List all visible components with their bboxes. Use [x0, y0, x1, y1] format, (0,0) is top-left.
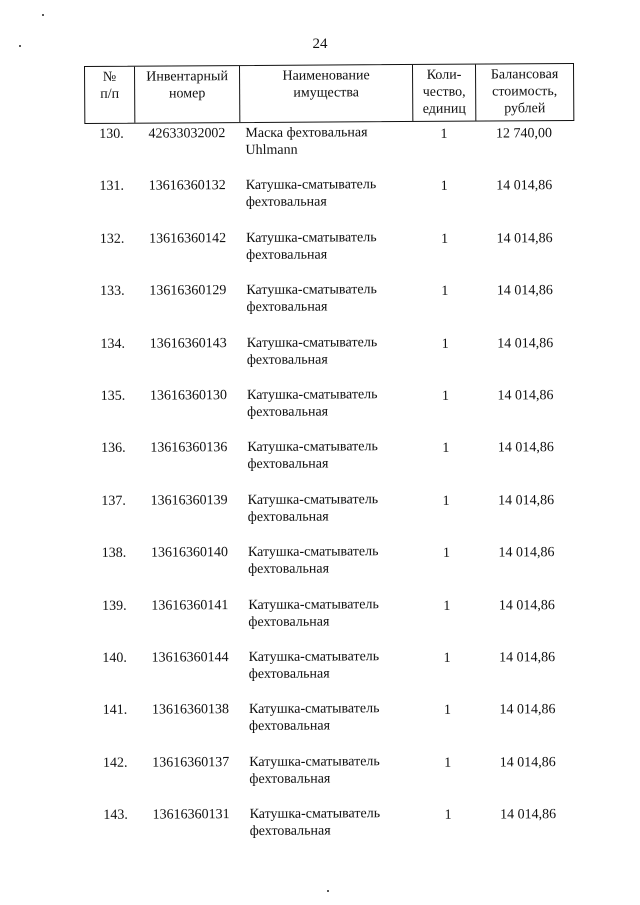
- inventory-number: 13616360136: [150, 440, 228, 456]
- inventory-number: 42633032002: [148, 126, 226, 142]
- item-name: Катушка-сматыватель фехтовальная: [247, 439, 378, 473]
- book-value: 14 014,86: [496, 178, 553, 194]
- row-number: 131.: [99, 179, 125, 195]
- inventory-table: [84, 63, 579, 859]
- table-row: [89, 804, 579, 859]
- inventory-number: 13616360140: [150, 545, 229, 561]
- row-number: 130.: [99, 126, 124, 142]
- table-row: [87, 542, 577, 597]
- table-row: [86, 437, 576, 492]
- row-number: 139.: [102, 598, 127, 614]
- item-name: Катушка-сматыватель фехтовальная: [249, 806, 381, 840]
- row-number: 132.: [99, 231, 125, 247]
- table-row: [87, 595, 577, 650]
- inventory-number: 13616360137: [152, 754, 230, 771]
- inventory-number: 13616360131: [152, 807, 230, 823]
- table-row: [86, 385, 576, 440]
- inventory-number: 13616360142: [149, 230, 227, 247]
- book-value: 14 014,86: [498, 545, 555, 561]
- table-row: [87, 490, 577, 545]
- quantity: 1: [441, 283, 449, 299]
- item-name: Катушка-сматыватель фехтовальная: [248, 596, 379, 630]
- table-row: [88, 752, 578, 807]
- inventory-number: 13616360141: [151, 597, 229, 614]
- item-name: Катушка-сматыватель фехтовальная: [248, 701, 380, 735]
- row-number: 141.: [102, 703, 128, 719]
- quantity: 1: [444, 755, 452, 771]
- item-name: Катушка-сматыватель фехтовальная: [246, 387, 378, 420]
- quantity: 1: [441, 231, 449, 247]
- row-number: 143.: [103, 807, 128, 823]
- item-name: Катушка-сматыватель фехтовальная: [246, 334, 378, 368]
- inventory-number: 13616360130: [149, 388, 228, 404]
- book-value: 14 014,86: [496, 230, 553, 247]
- row-number: 134.: [100, 336, 125, 352]
- book-value: 14 014,86: [497, 440, 554, 456]
- quantity: 1: [440, 179, 448, 195]
- item-name: Маска фехтовальная Uhlmann: [245, 125, 368, 159]
- book-value: 14 014,86: [499, 702, 556, 718]
- inventory-number: 13616360139: [150, 492, 228, 509]
- page-number: 24: [312, 36, 328, 52]
- header-item-name: Наименование имущества: [240, 65, 413, 122]
- header-inventory-number: Инвентарный номер: [135, 66, 240, 123]
- book-value: 14 014,86: [498, 492, 555, 509]
- book-value: 14 014,86: [498, 597, 555, 613]
- table-row: [85, 280, 575, 335]
- header-book-value: Балансовая стоимость, рублей: [490, 67, 559, 117]
- table-row: [84, 123, 574, 178]
- quantity: 1: [444, 807, 452, 823]
- row-number: 136.: [101, 441, 126, 457]
- book-value: 14 014,86: [497, 335, 554, 352]
- inventory-number: 13616360138: [151, 702, 229, 718]
- book-value: 14 014,86: [496, 283, 553, 299]
- scan-speck: [327, 890, 329, 892]
- table-row: [85, 228, 575, 283]
- book-value: 14 014,86: [499, 650, 556, 666]
- quantity: 1: [443, 703, 451, 719]
- row-number: 142.: [102, 755, 128, 771]
- item-name: Катушка-сматыватель фехтовальная: [249, 753, 380, 787]
- quantity: 1: [442, 493, 450, 509]
- book-value: 14 014,86: [497, 388, 554, 404]
- quantity: 1: [441, 388, 450, 404]
- item-name: Катушка-сматыватель фехтовальная: [247, 544, 379, 578]
- scan-speck: [42, 14, 44, 16]
- inventory-number: 13616360144: [151, 650, 229, 666]
- inventory-number: 13616360129: [149, 283, 227, 299]
- header-number: № п/п: [85, 67, 135, 123]
- book-value: 12 740,00: [495, 126, 552, 142]
- row-number: 140.: [102, 650, 127, 666]
- item-name: Катушка-сматыватель фехтовальная: [247, 491, 379, 525]
- row-number: 135.: [100, 388, 126, 404]
- quantity: 1: [443, 598, 451, 614]
- quantity: 1: [442, 441, 450, 457]
- item-name: Катушка-сматыватель фехтовальная: [246, 282, 377, 316]
- table-header: [84, 63, 574, 124]
- inventory-number: 13616360132: [148, 178, 226, 194]
- row-number: 137.: [101, 493, 126, 509]
- item-name: Катушка-сматыватель фехтовальная: [245, 177, 377, 211]
- table-row: [86, 333, 576, 388]
- table-row: [85, 175, 575, 230]
- item-name: Катушка-сматыватель фехтовальная: [248, 649, 380, 682]
- quantity: 1: [440, 126, 448, 142]
- table-row: [88, 699, 578, 754]
- row-number: 138.: [101, 545, 127, 562]
- inventory-number: 13616360143: [149, 335, 227, 352]
- quantity: 1: [443, 650, 451, 666]
- row-number: 133.: [100, 283, 125, 300]
- header-quantity: Коли- чество, единиц: [413, 65, 476, 121]
- table-body: [84, 123, 578, 859]
- table-row: [88, 647, 578, 702]
- quantity: 1: [442, 545, 451, 561]
- book-value: 14 014,86: [499, 754, 556, 771]
- item-name: Катушка-сматыватель фехтовальная: [246, 229, 377, 263]
- book-value: 14 014,86: [500, 807, 557, 823]
- quantity: 1: [441, 336, 449, 352]
